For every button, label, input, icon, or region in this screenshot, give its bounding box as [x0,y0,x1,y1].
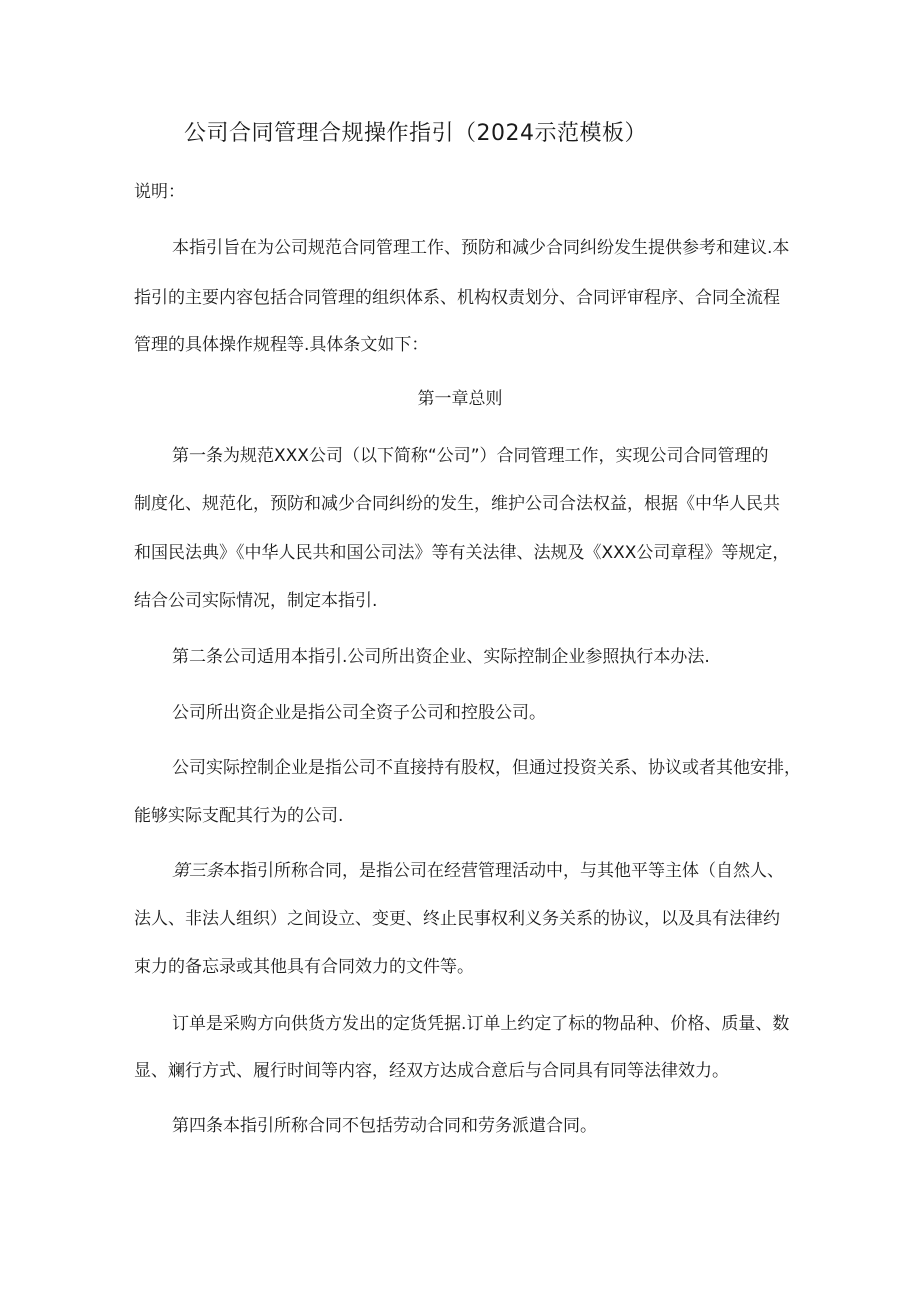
article3-paragraph-2-line-2: 显、斓行方式、履行时间等内容，经双方达成合意后与合同具有同等法律效力。 [134,1061,729,1081]
article2-paragraph-3-line-1: 公司实际控制企业是指公司不直接持有股权，但通过投资关系、协议或者其他安排， [172,758,801,778]
article1-line-4: 结合公司实际情况，制定本指引. [134,591,378,611]
intro-line-2: 指引的主要内容包括合同管理的组织体系、机构权责划分、合同评审程序、合同全流程 [134,288,780,308]
article3-paragraph-2-line-1: 订单是采购方向供货方发出的定货凭据.订单上约定了标的物品种、价格、质量、数 [172,1014,790,1034]
article1-line-2: 制度化、规范化，预防和减少合同纠纷的发生，维护公司合法权益，根据《中华人民共 [134,494,780,514]
article3-text: 本指引所称合同，是指公司在经营管理活动中，与其他平等主体（自然人、 [223,861,784,881]
article2-line: 第二条公司适用本指引.公司所出资企业、实际控制企业参照执行本办法. [172,647,710,667]
article1-line-3: 和国民法典》《中华人民共和国公司法》等有关法律、法规及《XXX公司章程》等规定， [134,543,790,563]
article3-label: 第三条 [172,861,223,881]
intro-line-1: 本指引旨在为公司规范合同管理工作、预防和减少合同纠纷发生提供参考和建议.本 [172,238,790,258]
article4-line: 第四条本指引所称合同不包括劳动合同和劳务派遣合同。 [172,1116,597,1136]
article3-line-2: 法人、非法人组织）之间设立、变更、终止民事权利义务关系的协议，以及具有法律约 [134,909,780,929]
article3-line-1 [172,859,784,883]
article2-paragraph-3-line-2: 能够实际支配其行为的公司. [134,806,344,826]
document-title: 公司合同管理合规操作指引（2024示范模板） [184,121,647,146]
article2-paragraph-2: 公司所出资企业是指公司全资子公司和控股公司。 [172,703,546,723]
note-label: 说明： [134,182,185,202]
article1-line-1: 第一条为规范XXX公司（以下简称“公司”）合同管理工作，实现公司合同管理的 [172,446,769,466]
intro-line-3: 管理的具体操作规程等.具体条文如下： [134,335,429,355]
chapter-title: 第一章总则 [417,389,503,409]
article3-line-3: 束力的备忘录或其他具有合同效力的文件等。 [134,957,474,977]
